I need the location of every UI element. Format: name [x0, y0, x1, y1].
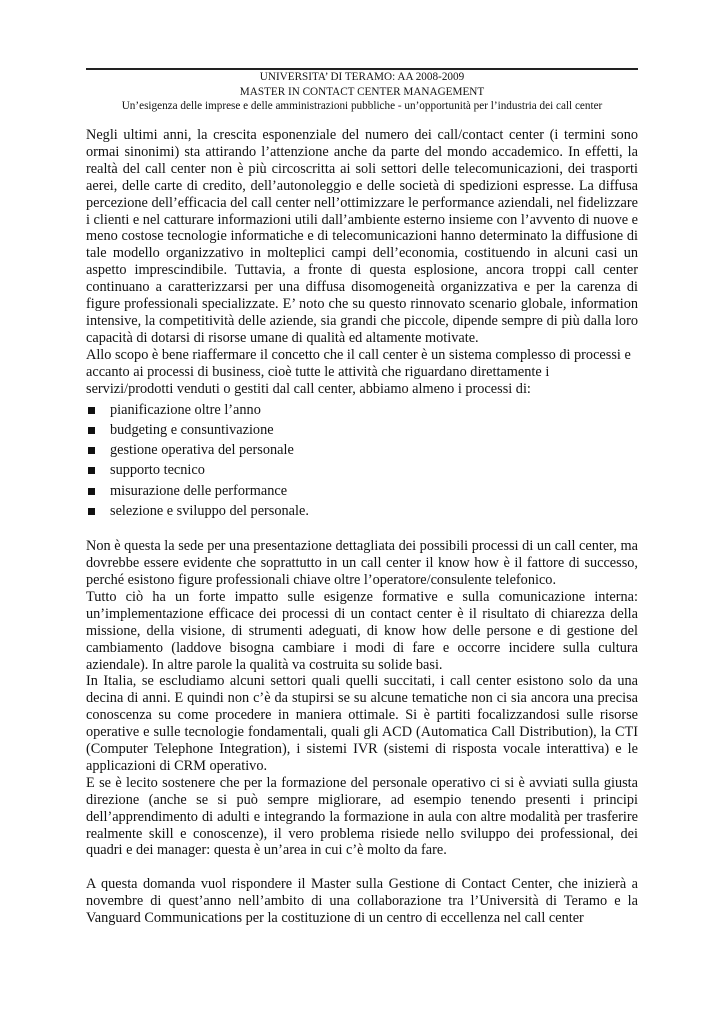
- list-item: gestione operativa del personale: [86, 440, 638, 460]
- list-item: pianificazione oltre l’anno: [86, 400, 638, 420]
- paragraph-gap: [86, 521, 638, 538]
- bullet-square-icon: [88, 447, 95, 454]
- paragraph-training-impact: Tutto ciò ha un forte impatto sulle esigenze formative e sulla comunicazione interna: un’implementazione efficace dei processi di un contact center è il risultato di chiarezza della missione, della visione, di strumenti adeguati, di know how delle persone e di gestione del cambiamento (laddove bisogna cambiare i modi di fare e occorre incidere sulla cultura aziendale). In altre parole la qualità va costruita su solide basi.: [86, 588, 638, 673]
- paragraph-gap: [86, 859, 638, 876]
- process-list: [86, 400, 638, 522]
- bullet-square-icon: [88, 467, 95, 474]
- bullet-square-icon: [88, 488, 95, 495]
- document-body: [86, 127, 638, 927]
- paragraph-know-how: Non è questa la sede per una presentazione dettagliata dei possibili processi di un call center, ma dovrebbe essere evidente che soprattutto in un call center il know how è il fattore di successo, perché esistono figure professionali chiave oltre l’operatore/consulente telefonico.: [86, 538, 638, 588]
- list-item: selezione e sviluppo del personale.: [86, 501, 638, 521]
- header-master-title: MASTER IN CONTACT CENTER MANAGEMENT: [239, 85, 485, 98]
- bullet-square-icon: [88, 407, 95, 414]
- list-item: misurazione delle performance: [86, 481, 638, 501]
- bullet-square-icon: [88, 508, 95, 515]
- paragraph-intro: Negli ultimi anni, la crescita esponenziale del numero dei call/contact center (i termini sono ormai sinonimi) sta attirando l’attenzione anche da parte del mondo accademico. In effetti, la realtà del call center non è più circoscritta ai soli settori delle telecomunicazioni, dei trasporti aerei, delle carte di credito, dell’autonoleggio e delle società di spedizioni espresse. La diffusa percezione dell’efficacia del call center nell’ottimizzare le performance aziendali, nel fidelizzare i clienti e nel catturare informazioni utili dall’ambiente esterno insieme con l’avvento di nuove e meno costose tecnologie informatiche e di telecomunicazioni hanno determinato la diffusione di tale modello organizzativo in molteplici campi dell’economia, costituendo in alcuni casi un aspetto imprescindibile. Tuttavia, a fronte di questa esplosione, ancora troppi call center continuano a caratterizzarsi per una diffusa disomogeneità organizzativa e per la carenza di figure professionali specializzate. E’ noto che su questo rinnovato scenario globale, information intensive, la competitività delle aziende, sia grandi che piccole, dipende sempre di più dalla loro capacità di dotarsi di risorse umane di qualità ed altamente motivate.: [86, 127, 638, 346]
- header-subtitle: Un’esigenza delle imprese e delle amministrazioni pubbliche - un’opportunità per l’industria dei call center: [121, 100, 603, 112]
- paragraph-professional-development: E se è lecito sostenere che per la formazione del personale operativo ci si è avviati sulla giusta direzione (anche se si può sempre migliorare, ad esempio tenendo presenti i principi dell’apprendimento di adulti e integrando la formazione in aula con altre modalità per trasferire realmente skill e conoscenze), il vero problema risiede nello sviluppo dei professional, dei quadri e dei manager: questa è un’area in cui c’è molto da fare.: [86, 774, 638, 859]
- paragraph-processes: Allo scopo è bene riaffermare il concetto che il call center è un sistema complesso di processi e accanto ai processi di business, cioè tutte le attività che riguardano direttamente i servizi/prodotti venduti o gestiti dal call center, abbiamo almeno i processi di:: [86, 346, 631, 397]
- paragraph-master: A questa domanda vuol rispondere il Master sulla Gestione di Contact Center, che inizierà a novembre di quest’anno nell’ambito di una collaborazione tra l’Università di Teramo e la Vanguard Communications per la costituzione di un centro di eccellenza nel call center: [86, 876, 638, 927]
- list-item: budgeting e consuntivazione: [86, 420, 638, 440]
- paragraph-italy: In Italia, se escludiamo alcuni settori quali quelli succitati, i call center esistono solo da una decina di anni. E quindi non c’è da stupirsi se su alcune tematiche non ci sia ancora una precisa conoscenza su come procedere in maniera ottimale. Si è partiti focalizzandosi sulle risorse operative e sulle tecnologie fondamentali, quali gli ACD (Automatica Call Distribution), la CTI (Computer Telephone Integration), i sistemi IVR (sistemi di risposta vocale interattiva) e le applicazioni di CRM operativo.: [86, 673, 638, 774]
- bullet-square-icon: [88, 427, 95, 434]
- list-item: supporto tecnico: [86, 460, 638, 480]
- document-header: [86, 70, 638, 114]
- header-university: UNIVERSITA’ DI TERAMO: AA 2008-2009: [259, 71, 465, 83]
